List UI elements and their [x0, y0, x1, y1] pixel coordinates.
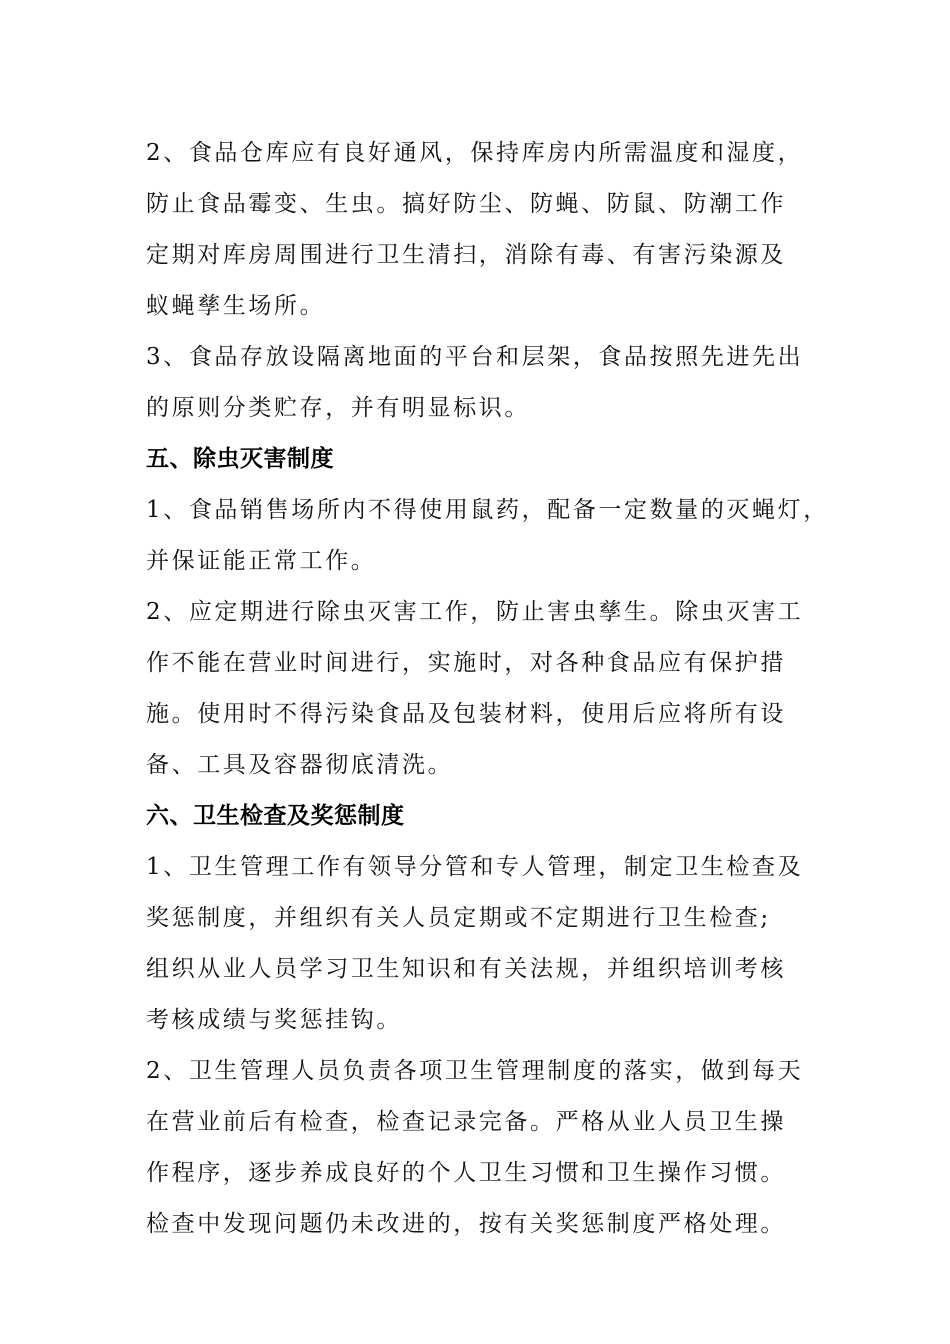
paragraph-line: 3、食品存放设隔离地面的平台和层架，食品按照先进先出 — [146, 344, 804, 370]
paragraph-line: 组织从业人员学习卫生知识和有关法规，并组织培训考核 — [146, 956, 786, 982]
paragraph-line: 2、卫生管理人员负责各项卫生管理制度的落实，做到每天 — [146, 1058, 804, 1084]
document-body — [146, 128, 829, 1250]
paragraph-line: 1、食品销售场所内不得使用鼠药，配备一定数量的灭蝇灯， — [146, 497, 829, 523]
paragraph-line: 的原则分类贮存，并有明显标识。 — [146, 395, 530, 421]
paragraph-line: 1、卫生管理工作有领导分管和专人管理，制定卫生检查及 — [146, 854, 804, 880]
paragraph-line: 并保证能正常工作。 — [146, 548, 377, 574]
paragraph-line: 在营业前后有检查，检查记录完备。严格从业人员卫生操 — [146, 1109, 786, 1135]
paragraph-line: 考核成绩与奖惩挂钩。 — [146, 1007, 402, 1033]
paragraph-line: 备、工具及容器彻底清洗。 — [146, 752, 454, 778]
paragraph-line: 检查中发现问题仍未改进的，按有关奖惩制度严格处理。 — [146, 1211, 786, 1237]
paragraph-line: 定期对库房周围进行卫生清扫，消除有毒、有害污染源及 — [146, 242, 786, 268]
section-heading-pest-control: 五、除虫灭害制度 — [146, 446, 334, 472]
paragraph-line: 施。使用时不得污染食品及包装材料，使用后应将所有设 — [146, 701, 786, 727]
paragraph-line: 蚁蝇孳生场所。 — [146, 293, 326, 319]
paragraph-line: 作不能在营业时间进行，实施时，对各种食品应有保护措 — [146, 650, 786, 676]
paragraph-line: 奖惩制度，并组织有关人员定期或不定期进行卫生检查; — [146, 905, 771, 931]
paragraph-line: 作程序，逐步养成良好的个人卫生习惯和卫生操作习惯。 — [146, 1160, 786, 1186]
paragraph-line: 2、食品仓库应有良好通风，保持库房内所需温度和湿度， — [146, 140, 804, 166]
paragraph-line: 防止食品霉变、生虫。搞好防尘、防蝇、防鼠、防潮工作 — [146, 191, 786, 217]
paragraph-line: 2、应定期进行除虫灭害工作，防止害虫孳生。除虫灭害工 — [146, 599, 804, 625]
section-heading-inspection: 六、卫生检查及奖惩制度 — [146, 803, 405, 829]
